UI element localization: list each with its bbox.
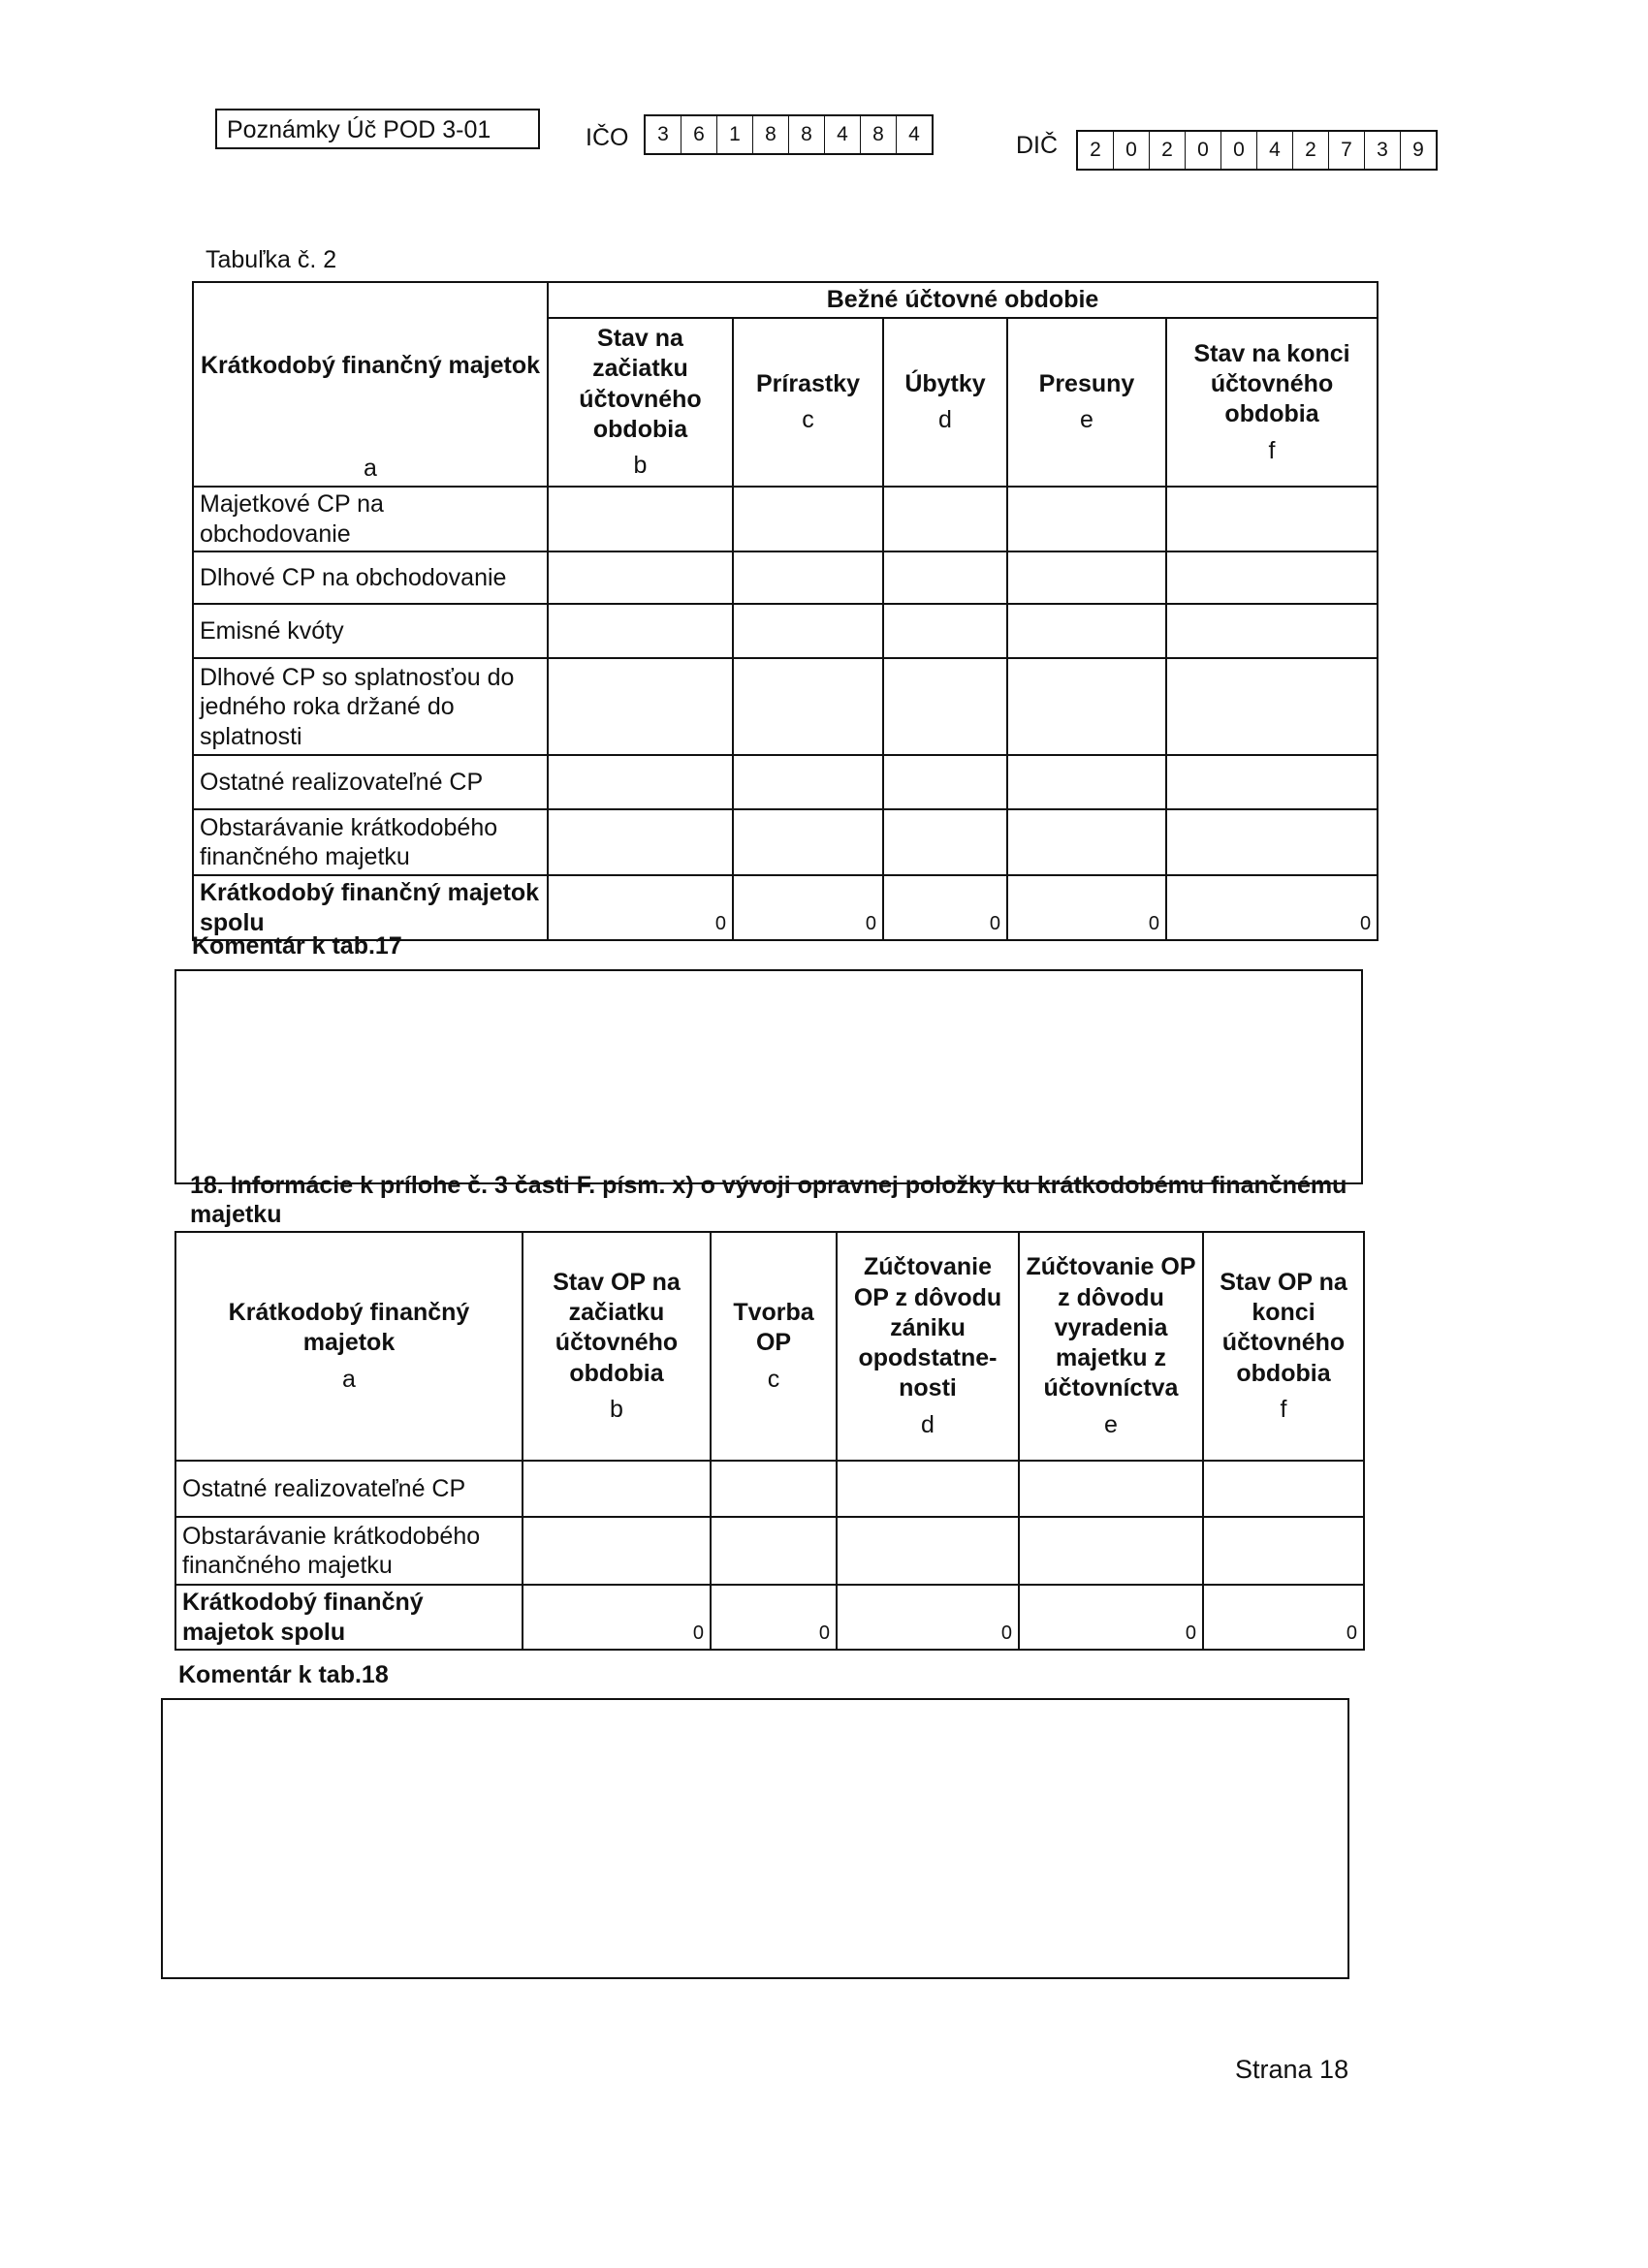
row-label: Emisné kvóty	[193, 604, 548, 658]
ico-label: IČO	[586, 124, 629, 151]
value-cell[interactable]	[1007, 658, 1166, 755]
total-value-cell: 0	[1019, 1585, 1203, 1650]
value-cell[interactable]	[1166, 809, 1378, 875]
dic-digit: 2	[1150, 132, 1186, 169]
ico-digit: 3	[646, 116, 681, 153]
t2-col-f-header: Stav OP na konci účtovného obdobia f	[1203, 1232, 1364, 1461]
table-row	[193, 755, 1378, 809]
total-value-cell: 0	[1007, 875, 1166, 940]
table2	[174, 1231, 1365, 1651]
value-cell[interactable]	[733, 658, 883, 755]
table-row	[175, 1517, 1364, 1585]
dic-digit: 0	[1114, 132, 1150, 169]
value-cell[interactable]	[1166, 487, 1378, 551]
t2-col-e-header: Zúčtovanie OP z dôvodu vyradenia majetku z účtovníctva e	[1019, 1232, 1203, 1461]
t2-col-c-header: Tvorba OP c	[711, 1232, 837, 1461]
value-cell[interactable]	[1166, 551, 1378, 604]
value-cell[interactable]	[1007, 755, 1166, 809]
t1-group-header: Bežné účtovné obdobie	[548, 282, 1378, 318]
value-cell[interactable]	[1166, 658, 1378, 755]
value-cell[interactable]	[523, 1517, 711, 1585]
dic-digit: 0	[1221, 132, 1257, 169]
value-cell[interactable]	[733, 604, 883, 658]
row-label: Ostatné realizovateľné CP	[175, 1461, 523, 1517]
dic-digit: 3	[1365, 132, 1401, 169]
value-cell[interactable]	[1203, 1517, 1364, 1585]
table-row	[193, 809, 1378, 875]
value-cell[interactable]	[883, 551, 1007, 604]
total-label: Krátkodobý finančný majetok spolu	[193, 875, 548, 940]
total-row	[175, 1585, 1364, 1650]
table1	[192, 281, 1379, 941]
value-cell[interactable]	[1019, 1517, 1203, 1585]
dic-digit: 4	[1257, 132, 1293, 169]
ico-digit: 1	[717, 116, 753, 153]
value-cell[interactable]	[883, 604, 1007, 658]
table-row	[193, 658, 1378, 755]
value-cell[interactable]	[837, 1461, 1019, 1517]
table-row	[193, 604, 1378, 658]
value-cell[interactable]	[733, 487, 883, 551]
dic-label: DIČ	[1016, 132, 1059, 159]
row-label: Obstarávanie krátkodobého finančného majetku	[193, 809, 548, 875]
ico-digit: 4	[908, 123, 920, 145]
value-cell[interactable]	[733, 809, 883, 875]
table1-caption: Tabuľka č. 2	[206, 246, 337, 273]
value-cell[interactable]	[548, 604, 733, 658]
table-row	[193, 487, 1378, 551]
value-cell[interactable]	[837, 1517, 1019, 1585]
table-row	[175, 1461, 1364, 1517]
total-value-cell: 0	[548, 875, 733, 940]
t2-comment-title: Komentár k tab.18	[178, 1661, 389, 1688]
ico-digit: 6	[681, 116, 717, 153]
ico-digit-boxes	[644, 114, 934, 155]
form-label: Poznámky Úč POD 3-01	[215, 109, 540, 149]
value-cell[interactable]	[523, 1461, 711, 1517]
value-cell[interactable]	[733, 551, 883, 604]
value-cell[interactable]	[883, 658, 1007, 755]
total-value-cell: 0	[1203, 1585, 1364, 1650]
t2-col-b-header: Stav OP na začiatku účtovného obdobia b	[523, 1232, 711, 1461]
t1-col-c-header: Prírastky c	[733, 318, 883, 487]
total-row	[193, 875, 1378, 940]
row-label: Dlhové CP na obchodovanie	[193, 551, 548, 604]
dic-digit: 7	[1329, 132, 1365, 169]
t1-col-e-header: Presuny e	[1007, 318, 1166, 487]
total-value-cell: 0	[883, 875, 1007, 940]
value-cell[interactable]	[1007, 551, 1166, 604]
total-label: Krátkodobý finančný majetok spolu	[175, 1585, 523, 1650]
value-cell[interactable]	[883, 487, 1007, 551]
t2-col-d-header: Zúčtovanie OP z dôvodu zániku opodstatne-nosti d	[837, 1232, 1019, 1461]
value-cell[interactable]	[548, 658, 733, 755]
page-number: Strana 18	[1235, 2055, 1349, 2084]
row-label: Obstarávanie krátkodobého finančného majetku	[175, 1517, 523, 1585]
t1-col-d-header: Úbytky d	[883, 318, 1007, 487]
value-cell[interactable]	[1007, 604, 1166, 658]
ico-digit: 8	[861, 116, 897, 153]
t2-col-a-header: Krátkodobý finančný majetok a	[175, 1232, 523, 1461]
total-value-cell: 0	[711, 1585, 837, 1650]
dic-digit-boxes	[1076, 130, 1438, 171]
value-cell[interactable]	[711, 1461, 837, 1517]
value-cell[interactable]	[1203, 1461, 1364, 1517]
value-cell[interactable]	[711, 1517, 837, 1585]
value-cell[interactable]	[1007, 809, 1166, 875]
value-cell[interactable]	[1019, 1461, 1203, 1517]
value-cell[interactable]	[883, 809, 1007, 875]
value-cell[interactable]	[548, 551, 733, 604]
table-row	[193, 551, 1378, 604]
value-cell[interactable]	[1166, 755, 1378, 809]
t2-comment-box[interactable]	[161, 1698, 1349, 1979]
t1-comment-title: Komentár k tab.17	[192, 932, 402, 960]
total-value-cell: 0	[1166, 875, 1378, 940]
dic-digit: 2	[1078, 132, 1114, 169]
total-value-cell: 0	[523, 1585, 711, 1650]
value-cell[interactable]	[548, 487, 733, 551]
ico-digit: 8	[753, 116, 789, 153]
ico-digit: 4	[825, 116, 861, 153]
row-label: Dlhové CP so splatnosťou do jedného roka držané do splatnosti	[193, 658, 548, 755]
row-label: Ostatné realizovateľné CP	[193, 755, 548, 809]
value-cell[interactable]	[548, 809, 733, 875]
t1-comment-box[interactable]	[174, 969, 1363, 1184]
value-cell[interactable]	[733, 755, 883, 809]
total-value-cell: 0	[733, 875, 883, 940]
value-cell[interactable]	[883, 755, 1007, 809]
value-cell[interactable]	[1166, 604, 1378, 658]
ico-digit: 8	[789, 116, 825, 153]
t1-col-a-header: Krátkodobý finančný majetok a	[193, 282, 548, 487]
value-cell[interactable]	[548, 755, 733, 809]
row-label: Majetkové CP na obchodovanie	[193, 487, 548, 551]
dic-digit: 0	[1186, 132, 1221, 169]
section18-title: 18. Informácie k prílohe č. 3 časti F. písm. x) o vývoji opravnej položky ku krátkodobému finančnému majetku	[190, 1172, 1347, 1228]
value-cell[interactable]	[1007, 487, 1166, 551]
dic-digit: 2	[1293, 132, 1329, 169]
total-value-cell: 0	[837, 1585, 1019, 1650]
t1-col-f-header: Stav na konci účtovného obdobia f	[1166, 318, 1378, 487]
t1-col-b-header: Stav na začiatku účtovného obdobia b	[548, 318, 733, 487]
dic-digit: 9	[1412, 139, 1424, 161]
